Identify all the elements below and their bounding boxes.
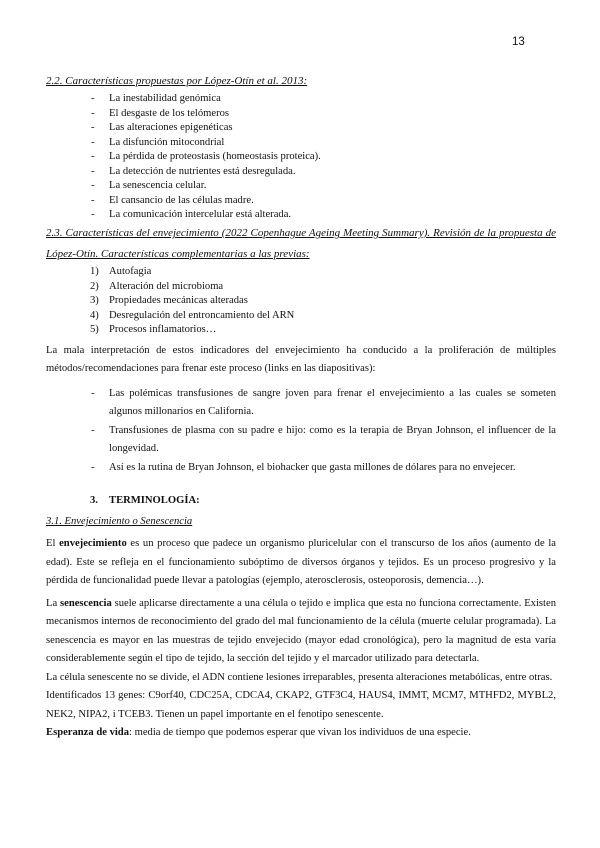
aging-paragraph: [46, 535, 556, 591]
list-item: - La disfunción mitocondrial: [46, 136, 556, 151]
text-run: es un proceso que padece un organismo pluricelular con el transcurso de los años (aumento de la edad). Este se refleja en el funcionamiento subóptimo de diversos órganos y tejidos. Es un proceso progresivo y la pérdida de funcionalidad puede llevar a patologías (ejemplo, aterosclerosis, osteoporosis, demencia…).: [46, 538, 556, 587]
list-item: - La pérdida de proteostasis (homeostasis proteica).: [46, 150, 556, 165]
list-item: [46, 323, 556, 338]
subsection-3-1-heading: 3.1. Envejecimiento o Senescencia: [46, 516, 193, 528]
list-item: - Las polémicas transfusiones de sangre joven para frenar el envejecimiento a las cuales se someten algunos millonarios en California.: [46, 385, 556, 422]
list-item: - El cansancio de las células madre.: [46, 194, 556, 209]
list-item: - La detección de nutrientes está desregulada.: [46, 165, 556, 180]
item-text: Autofagia: [109, 265, 152, 277]
life-expectancy-paragraph: [46, 724, 556, 743]
item-text: Propiedades mecánicas alteradas: [109, 295, 248, 307]
text-run: La: [46, 597, 60, 609]
item-text: Desregulación del entroncamiento del ARN: [109, 309, 295, 321]
text-run: : media de tiempo que podemos esperar que vivan los individuos de una especie.: [129, 727, 471, 739]
section-number: 3.: [90, 495, 98, 507]
text-run: suele aplicarse directamente a una célula o tejido e implica que esta no funciona correctamente. Existen mecanismos internos de reconocimiento del grado del mal funcionamiento de la célula (muerte celular programada). La senescencia es mayor en las muestras de tejido envejecido (mayor edad cronológica), pero la magnitud de esta varía considerablemente según el tipo de tejido, la sección del tejido y el marcador utilizado para detectarla.: [46, 597, 556, 665]
genes-paragraph: Identificados 13 genes: C9orf40, CDC25A, CDCA4, CKAP2, GTF3C4, HAUS4, IMMT, MCM7, MTHFD2, MYBL2, NEK2, NIPA2, i TCEB3. Tienen un papel importante en el fenotipo senescente.: [46, 690, 556, 720]
list-item: - Transfusiones de plasma con su padre e hijo: como es la terapia de Bryan Johnson, el influencer de la longevidad.: [46, 422, 556, 459]
list-item: - La senescencia celular.: [46, 179, 556, 194]
item-number: 3): [90, 295, 99, 307]
section-2-2-heading: 2.2. Características propuestas por López-Otín et al. 2013:: [46, 75, 308, 87]
methods-list: [46, 385, 556, 478]
item-number: 2): [90, 280, 99, 292]
terminology-heading: [46, 492, 556, 510]
item-number: 1): [90, 265, 99, 277]
term-senescence: senescencia: [60, 597, 112, 609]
list-item: - Así es la rutina de Bryan Johnson, el biohacker que gasta millones de dólares para no envejecer.: [46, 459, 556, 478]
list-item: - La inestabilidad genómica: [46, 92, 556, 107]
section-2-3-heading: 2.3. Características del envejecimiento (2022 Copenhague Ageing Meeting Summary). Revisión de la propuesta de López-Otín. Características complementarias a las previas:: [46, 226, 556, 260]
page-number: 13: [512, 36, 525, 48]
section-title: TERMINOLOGÍA:: [109, 495, 200, 507]
item-number: 5): [90, 324, 99, 336]
list-item: [46, 280, 556, 295]
senescence-paragraph: [46, 595, 556, 669]
list-item: [46, 309, 556, 324]
text-run: El: [46, 538, 60, 550]
document-body: [46, 71, 556, 743]
term-life-expectancy: Esperanza de vida: [46, 727, 129, 739]
list-item: [46, 265, 556, 280]
list-item: - Las alteraciones epigenéticas: [46, 121, 556, 136]
complementary-list: [46, 265, 556, 338]
interpretation-paragraph: La mala interpretación de estos indicadores del envejecimiento ha conducido a la proliferación de múltiples métodos/recomendaciones para frenar este proceso (links en las diapositivas):: [46, 344, 556, 375]
term-aging: envejecimiento: [59, 538, 127, 550]
hallmarks-list: [46, 92, 556, 223]
item-text: Alteración del microbioma: [109, 280, 224, 292]
item-number: 4): [90, 309, 99, 321]
item-text: Procesos inflamatorios…: [109, 324, 217, 336]
list-item: - El desgaste de los telómeros: [46, 107, 556, 122]
list-item: [46, 294, 556, 309]
senescent-cell-paragraph: La célula senescente no se divide, el ADN contiene lesiones irreparables, presenta alteraciones metabólicas, entre otras.: [46, 671, 553, 683]
list-item: - La comunicación intercelular está alterada.: [46, 208, 556, 223]
